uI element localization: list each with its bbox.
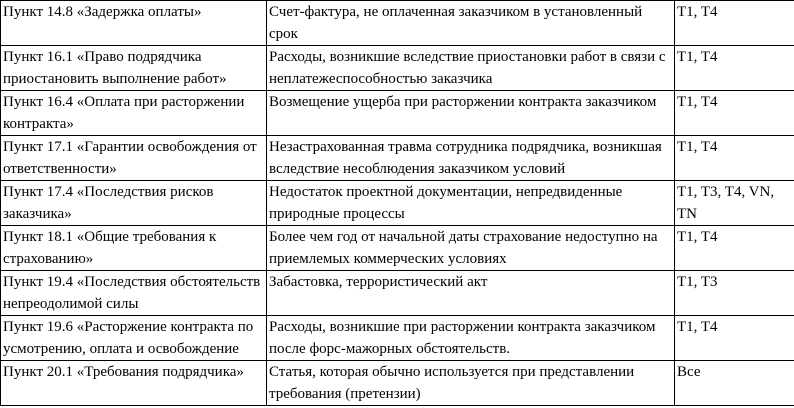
codes-cell: T1, T4 bbox=[675, 91, 794, 136]
description-cell: Более чем год от начальной даты страхование недоступно на приемлемых коммерческих условиях bbox=[267, 226, 675, 271]
description-cell: Расходы, возникшие вследствие приостановки работ в связи с неплатежеспособностью заказчика bbox=[267, 46, 675, 91]
codes-cell: T1, T4 bbox=[675, 136, 794, 181]
codes-cell: T1, T3 bbox=[675, 271, 794, 316]
description-cell: Незастрахованная травма сотрудника подрядчика, возникшая вследствие несоблюдения заказчиком условий bbox=[267, 136, 675, 181]
description-cell: Расходы, возникшие при расторжении контракта заказчиком после форс-мажорных обстоятельств. bbox=[267, 316, 675, 361]
table-row bbox=[1, 181, 794, 226]
table-row bbox=[1, 316, 794, 361]
clause-cell: Пункт 19.6 «Расторжение контракта по усмотрению, оплата и освобождение bbox=[1, 316, 267, 361]
clause-cell: Пункт 16.1 «Право подрядчика приостановить выполнение работ» bbox=[1, 46, 267, 91]
table-row bbox=[1, 136, 794, 181]
table-row bbox=[1, 1, 794, 46]
codes-cell: T1, T4 bbox=[675, 46, 794, 91]
table-row bbox=[1, 91, 794, 136]
clause-cell: Пункт 17.1 «Гарантии освобождения от ответственности» bbox=[1, 136, 267, 181]
table-row bbox=[1, 46, 794, 91]
table-row bbox=[1, 271, 794, 316]
clause-cell: Пункт 18.1 «Общие требования к страхованию» bbox=[1, 226, 267, 271]
description-cell: Забастовка, террористический акт bbox=[267, 271, 675, 316]
codes-cell: Все bbox=[675, 361, 794, 406]
codes-cell: T1, T4 bbox=[675, 1, 794, 46]
table-row bbox=[1, 226, 794, 271]
description-cell: Недостаток проектной документации, непредвиденные природные процессы bbox=[267, 181, 675, 226]
description-cell: Статья, которая обычно используется при представлении требования (претензии) bbox=[267, 361, 675, 406]
table-row bbox=[1, 361, 794, 406]
description-cell: Возмещение ущерба при расторжении контракта заказчиком bbox=[267, 91, 675, 136]
clause-cell: Пункт 19.4 «Последствия обстоятельств непреодолимой силы bbox=[1, 271, 267, 316]
codes-cell: T1, T3, T4, VN, TN bbox=[675, 181, 794, 226]
clause-cell: Пункт 20.1 «Требования подрядчика» bbox=[1, 361, 267, 406]
description-cell: Счет-фактура, не оплаченная заказчиком в установленный срок bbox=[267, 1, 675, 46]
codes-cell: T1, T4 bbox=[675, 226, 794, 271]
clause-cell: Пункт 17.4 «Последствия рисков заказчика» bbox=[1, 181, 267, 226]
clause-cell: Пункт 16.4 «Оплата при расторжении контракта» bbox=[1, 91, 267, 136]
clause-cell: Пункт 14.8 «Задержка оплаты» bbox=[1, 1, 267, 46]
codes-cell: T1, T4 bbox=[675, 316, 794, 361]
